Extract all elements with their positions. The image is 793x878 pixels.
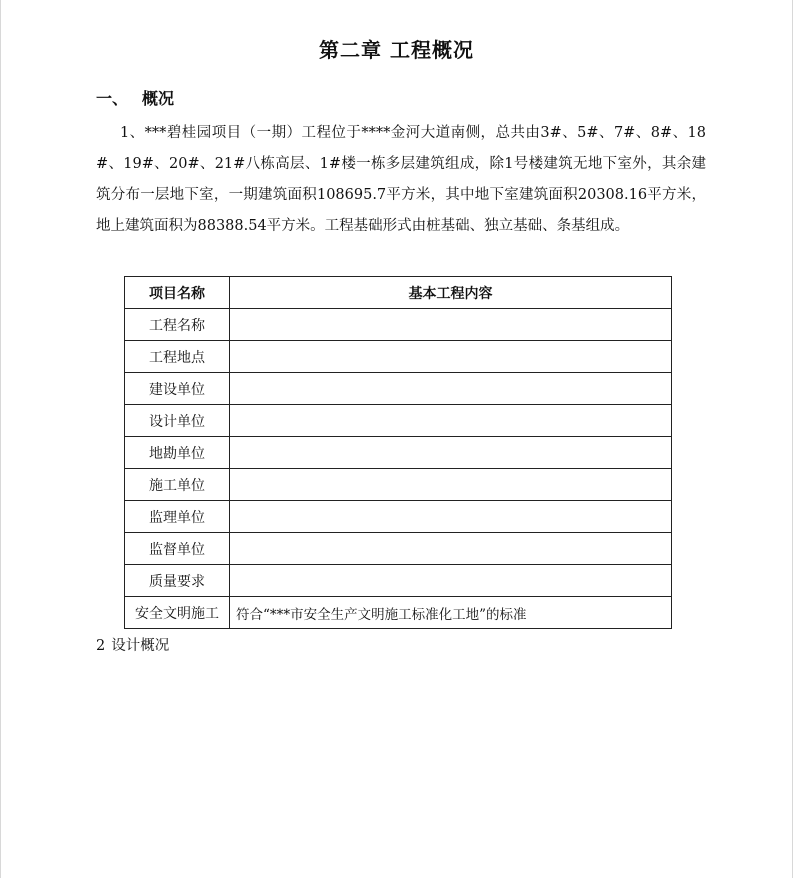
row-label: 工程名称 [125,309,230,341]
table-row [125,597,672,629]
table-row [125,501,672,533]
row-label: 安全文明施工 [125,597,230,629]
table-header-row [125,277,672,309]
subsection-number: 2 [96,638,106,654]
subsection-heading [96,634,169,655]
row-value [230,309,672,341]
overview-paragraph: 1、***碧桂园项目（一期）工程位于****金河大道南侧，总共由3#、5#、7#、8#、18#、19#、20#、21#八栋高层、1#楼一栋多层建筑组成，除1号楼建筑无地下室外，其余建筑分布一层地下室，一期建筑面积108695.7平方米，其中地下室建筑面积20308.16平方米，地上建筑面积为88388.54平方米。工程基础形式由桩基础、独立基础、条基组成。 [96,125,706,234]
table-row [125,341,672,373]
row-value [230,437,672,469]
row-label: 建设单位 [125,373,230,405]
chapter-title: 第二章 工程概况 [319,38,474,62]
project-info-table [124,276,672,629]
row-label: 监理单位 [125,501,230,533]
row-label: 监督单位 [125,533,230,565]
table-row [125,373,672,405]
row-value [230,405,672,437]
subsection-title: 设计概况 [111,638,170,654]
row-value: 符合“***市安全生产文明施工标准化工地”的标准 [230,597,672,629]
row-value [230,341,672,373]
row-label: 设计单位 [125,405,230,437]
row-label: 施工单位 [125,469,230,501]
page-left-edge [0,0,1,878]
row-label: 质量要求 [125,565,230,597]
section-heading [96,86,174,109]
table-header-content: 基本工程内容 [230,277,672,309]
table-row [125,533,672,565]
table-row [125,565,672,597]
row-value [230,373,672,405]
table-row [125,405,672,437]
row-value [230,469,672,501]
row-label: 地勘单位 [125,437,230,469]
row-label: 工程地点 [125,341,230,373]
table-row [125,469,672,501]
table-header-item-name: 项目名称 [125,277,230,309]
table-row [125,437,672,469]
row-value [230,565,672,597]
table-row [125,309,672,341]
section-title: 概况 [142,89,175,108]
section-number: 一、 [96,89,129,108]
row-value [230,533,672,565]
row-value [230,501,672,533]
